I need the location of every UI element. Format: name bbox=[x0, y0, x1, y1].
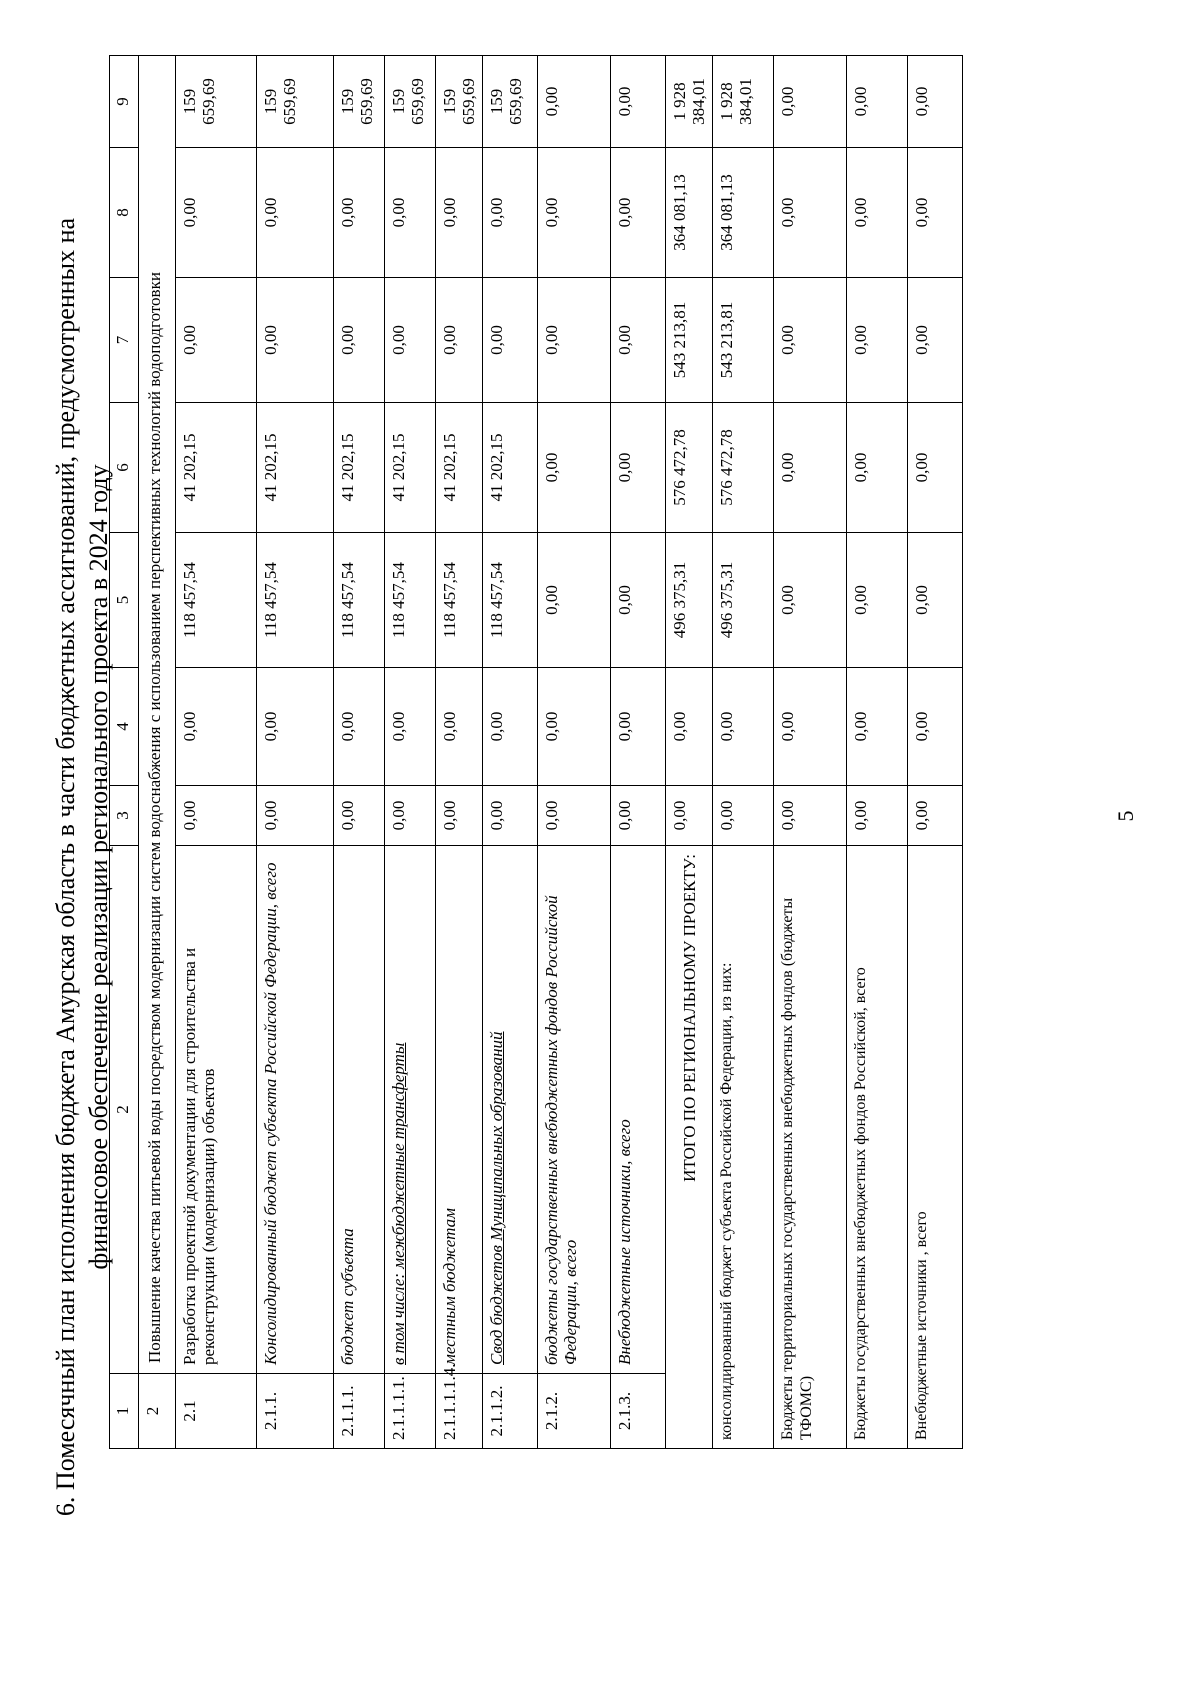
value-cell: 0,00 bbox=[483, 148, 538, 278]
value-cell: 0,00 bbox=[436, 278, 483, 403]
table-body bbox=[110, 56, 963, 1449]
header-cell: 1 bbox=[110, 1374, 139, 1449]
value-cell: 0,00 bbox=[847, 403, 908, 533]
value-cell: 0,00 bbox=[483, 668, 538, 786]
value-cell: 0,00 bbox=[611, 278, 666, 403]
summary-label: Внебюджетные источники , всего bbox=[908, 846, 963, 1449]
section-row bbox=[139, 56, 176, 1449]
value-cell: 0,00 bbox=[611, 668, 666, 786]
total-label: ИТОГО ПО РЕГИОНАЛЬНОМУ ПРОЕКТУ: bbox=[666, 846, 713, 1449]
value-cell: 0,00 bbox=[847, 668, 908, 786]
table-row bbox=[436, 56, 483, 1449]
value-cell: 0,00 bbox=[257, 668, 334, 786]
value-cell: 0,00 bbox=[611, 56, 666, 148]
section-heading-line-1: 6. Помесячный план исполнения бюджета Амурская область в части бюджетных ассигнований, предусмотренных на bbox=[51, 217, 80, 1517]
value-cell: 0,00 bbox=[908, 278, 963, 403]
value-cell: 0,00 bbox=[176, 278, 257, 403]
value-cell: 496 375,31 bbox=[713, 533, 774, 668]
header-cell: 4 bbox=[110, 668, 139, 786]
value-cell: 0,00 bbox=[257, 786, 334, 846]
table-row bbox=[483, 56, 538, 1449]
row-number: 2.1 bbox=[176, 1374, 257, 1449]
row-number: 2.1.1.1.1.4. bbox=[436, 1374, 483, 1449]
row-number: 2.1.1.2. bbox=[483, 1374, 538, 1449]
value-cell: 0,00 bbox=[176, 668, 257, 786]
value-cell: 0,00 bbox=[334, 668, 385, 786]
value-cell: 159 659,69 bbox=[436, 56, 483, 148]
table-row bbox=[385, 56, 436, 1449]
value-cell: 0,00 bbox=[774, 533, 847, 668]
section-number: 2 bbox=[139, 1374, 176, 1449]
value-cell: 0,00 bbox=[666, 668, 713, 786]
value-cell: 0,00 bbox=[774, 148, 847, 278]
value-cell: 0,00 bbox=[334, 148, 385, 278]
summary-label: Бюджеты территориальных государственных внебюджетных фондов (бюджеты ТФОМС) bbox=[774, 846, 847, 1449]
value-cell: 0,00 bbox=[847, 148, 908, 278]
value-cell: 0,00 bbox=[436, 148, 483, 278]
value-cell: 0,00 bbox=[847, 278, 908, 403]
summary-row bbox=[774, 56, 847, 1449]
value-cell: 41 202,15 bbox=[176, 403, 257, 533]
value-cell: 0,00 bbox=[385, 786, 436, 846]
page-number: 5 bbox=[1113, 810, 1138, 822]
value-cell: 0,00 bbox=[385, 148, 436, 278]
value-cell: 0,00 bbox=[483, 786, 538, 846]
value-cell: 41 202,15 bbox=[483, 403, 538, 533]
value-cell: 364 081,13 bbox=[666, 148, 713, 278]
row-label: бюджет субъекта bbox=[334, 846, 385, 1374]
value-cell: 0,00 bbox=[908, 533, 963, 668]
value-cell: 0,00 bbox=[908, 668, 963, 786]
summary-row bbox=[713, 56, 774, 1449]
row-label: Свод бюджетов Муниципальных образований bbox=[483, 846, 538, 1374]
summary-label: Бюджеты государственных внебюджетных фондов Российской, всего bbox=[847, 846, 908, 1449]
value-cell: 0,00 bbox=[334, 278, 385, 403]
value-cell: 0,00 bbox=[483, 278, 538, 403]
value-cell: 118 457,54 bbox=[483, 533, 538, 668]
table-row bbox=[257, 56, 334, 1449]
row-label: бюджеты государственных внебюджетных фондов Российской Федерации, всего bbox=[538, 846, 611, 1374]
value-cell: 41 202,15 bbox=[334, 403, 385, 533]
table-row bbox=[611, 56, 666, 1449]
value-cell: 364 081,13 bbox=[713, 148, 774, 278]
value-cell: 0,00 bbox=[436, 668, 483, 786]
table-row bbox=[538, 56, 611, 1449]
header-cell: 9 bbox=[110, 56, 139, 148]
value-cell: 0,00 bbox=[538, 533, 611, 668]
value-cell: 41 202,15 bbox=[436, 403, 483, 533]
row-number: 2.1.1.1. bbox=[334, 1374, 385, 1449]
value-cell: 0,00 bbox=[538, 786, 611, 846]
value-cell: 159 659,69 bbox=[257, 56, 334, 148]
value-cell: 0,00 bbox=[774, 668, 847, 786]
value-cell: 159 659,69 bbox=[334, 56, 385, 148]
value-cell: 0,00 bbox=[774, 786, 847, 846]
section-title: Повышение качества питьевой воды посредством модернизации систем водоснабжения с использованием перспективных технологий водоподготовки bbox=[139, 56, 176, 1374]
value-cell: 0,00 bbox=[713, 786, 774, 846]
value-cell: 118 457,54 bbox=[385, 533, 436, 668]
value-cell: 118 457,54 bbox=[436, 533, 483, 668]
budget-table bbox=[109, 55, 963, 1449]
value-cell: 496 375,31 bbox=[666, 533, 713, 668]
value-cell: 576 472,78 bbox=[713, 403, 774, 533]
value-cell: 0,00 bbox=[176, 786, 257, 846]
value-cell: 159 659,69 bbox=[385, 56, 436, 148]
value-cell: 0,00 bbox=[908, 56, 963, 148]
table-row bbox=[176, 56, 257, 1449]
value-cell: 0,00 bbox=[611, 403, 666, 533]
value-cell: 0,00 bbox=[176, 148, 257, 278]
row-label: в том числе: межбюджетные трансферты bbox=[385, 846, 436, 1374]
total-row bbox=[666, 56, 713, 1449]
value-cell: 543 213,81 bbox=[713, 278, 774, 403]
header-row bbox=[110, 56, 139, 1449]
row-label: Внебюджетные источники, всего bbox=[611, 846, 666, 1374]
value-cell: 0,00 bbox=[611, 786, 666, 846]
value-cell: 1 928 384,01 bbox=[713, 56, 774, 148]
value-cell: 0,00 bbox=[847, 786, 908, 846]
value-cell: 41 202,15 bbox=[385, 403, 436, 533]
header-cell: 6 bbox=[110, 403, 139, 533]
value-cell: 0,00 bbox=[538, 668, 611, 786]
summary-row bbox=[847, 56, 908, 1449]
header-cell: 3 bbox=[110, 786, 139, 846]
value-cell: 543 213,81 bbox=[666, 278, 713, 403]
header-cell: 5 bbox=[110, 533, 139, 668]
section-heading-line-2: финансовое обеспечение реализации регионального проекта в 2024 году bbox=[84, 464, 113, 1270]
value-cell: 41 202,15 bbox=[257, 403, 334, 533]
value-cell: 159 659,69 bbox=[483, 56, 538, 148]
value-cell: 0,00 bbox=[257, 278, 334, 403]
row-label: местным бюджетам bbox=[436, 846, 483, 1374]
row-number: 2.1.2. bbox=[538, 1374, 611, 1449]
section-heading bbox=[49, 67, 115, 1667]
header-cell: 2 bbox=[110, 846, 139, 1374]
row-label: Консолидированный бюджет субъекта Российской Федерации, всего bbox=[257, 846, 334, 1374]
value-cell: 0,00 bbox=[774, 56, 847, 148]
row-label: Разработка проектной документации для строительства и реконструкции (модернизации) объектов bbox=[176, 846, 257, 1374]
value-cell: 0,00 bbox=[385, 668, 436, 786]
value-cell: 118 457,54 bbox=[334, 533, 385, 668]
value-cell: 118 457,54 bbox=[176, 533, 257, 668]
value-cell: 0,00 bbox=[436, 786, 483, 846]
value-cell: 118 457,54 bbox=[257, 533, 334, 668]
value-cell: 0,00 bbox=[847, 533, 908, 668]
value-cell: 0,00 bbox=[257, 148, 334, 278]
value-cell: 0,00 bbox=[385, 278, 436, 403]
row-number: 2.1.3. bbox=[611, 1374, 666, 1449]
value-cell: 576 472,78 bbox=[666, 403, 713, 533]
value-cell: 0,00 bbox=[713, 668, 774, 786]
value-cell: 1 928 384,01 bbox=[666, 56, 713, 148]
summary-row bbox=[908, 56, 963, 1449]
value-cell: 0,00 bbox=[908, 403, 963, 533]
value-cell: 0,00 bbox=[908, 148, 963, 278]
header-cell: 8 bbox=[110, 148, 139, 278]
value-cell: 0,00 bbox=[666, 786, 713, 846]
value-cell: 0,00 bbox=[611, 148, 666, 278]
row-number: 2.1.1. bbox=[257, 1374, 334, 1449]
value-cell: 159 659,69 bbox=[176, 56, 257, 148]
value-cell: 0,00 bbox=[847, 56, 908, 148]
value-cell: 0,00 bbox=[908, 786, 963, 846]
row-number: 2.1.1.1.1. bbox=[385, 1374, 436, 1449]
value-cell: 0,00 bbox=[538, 403, 611, 533]
table-row bbox=[334, 56, 385, 1449]
header-cell: 7 bbox=[110, 278, 139, 403]
value-cell: 0,00 bbox=[774, 403, 847, 533]
value-cell: 0,00 bbox=[538, 56, 611, 148]
value-cell: 0,00 bbox=[538, 278, 611, 403]
summary-label: консолидированный бюджет субъекта Российской Федерации, из них: bbox=[713, 846, 774, 1449]
value-cell: 0,00 bbox=[774, 278, 847, 403]
value-cell: 0,00 bbox=[334, 786, 385, 846]
value-cell: 0,00 bbox=[538, 148, 611, 278]
value-cell: 0,00 bbox=[611, 533, 666, 668]
